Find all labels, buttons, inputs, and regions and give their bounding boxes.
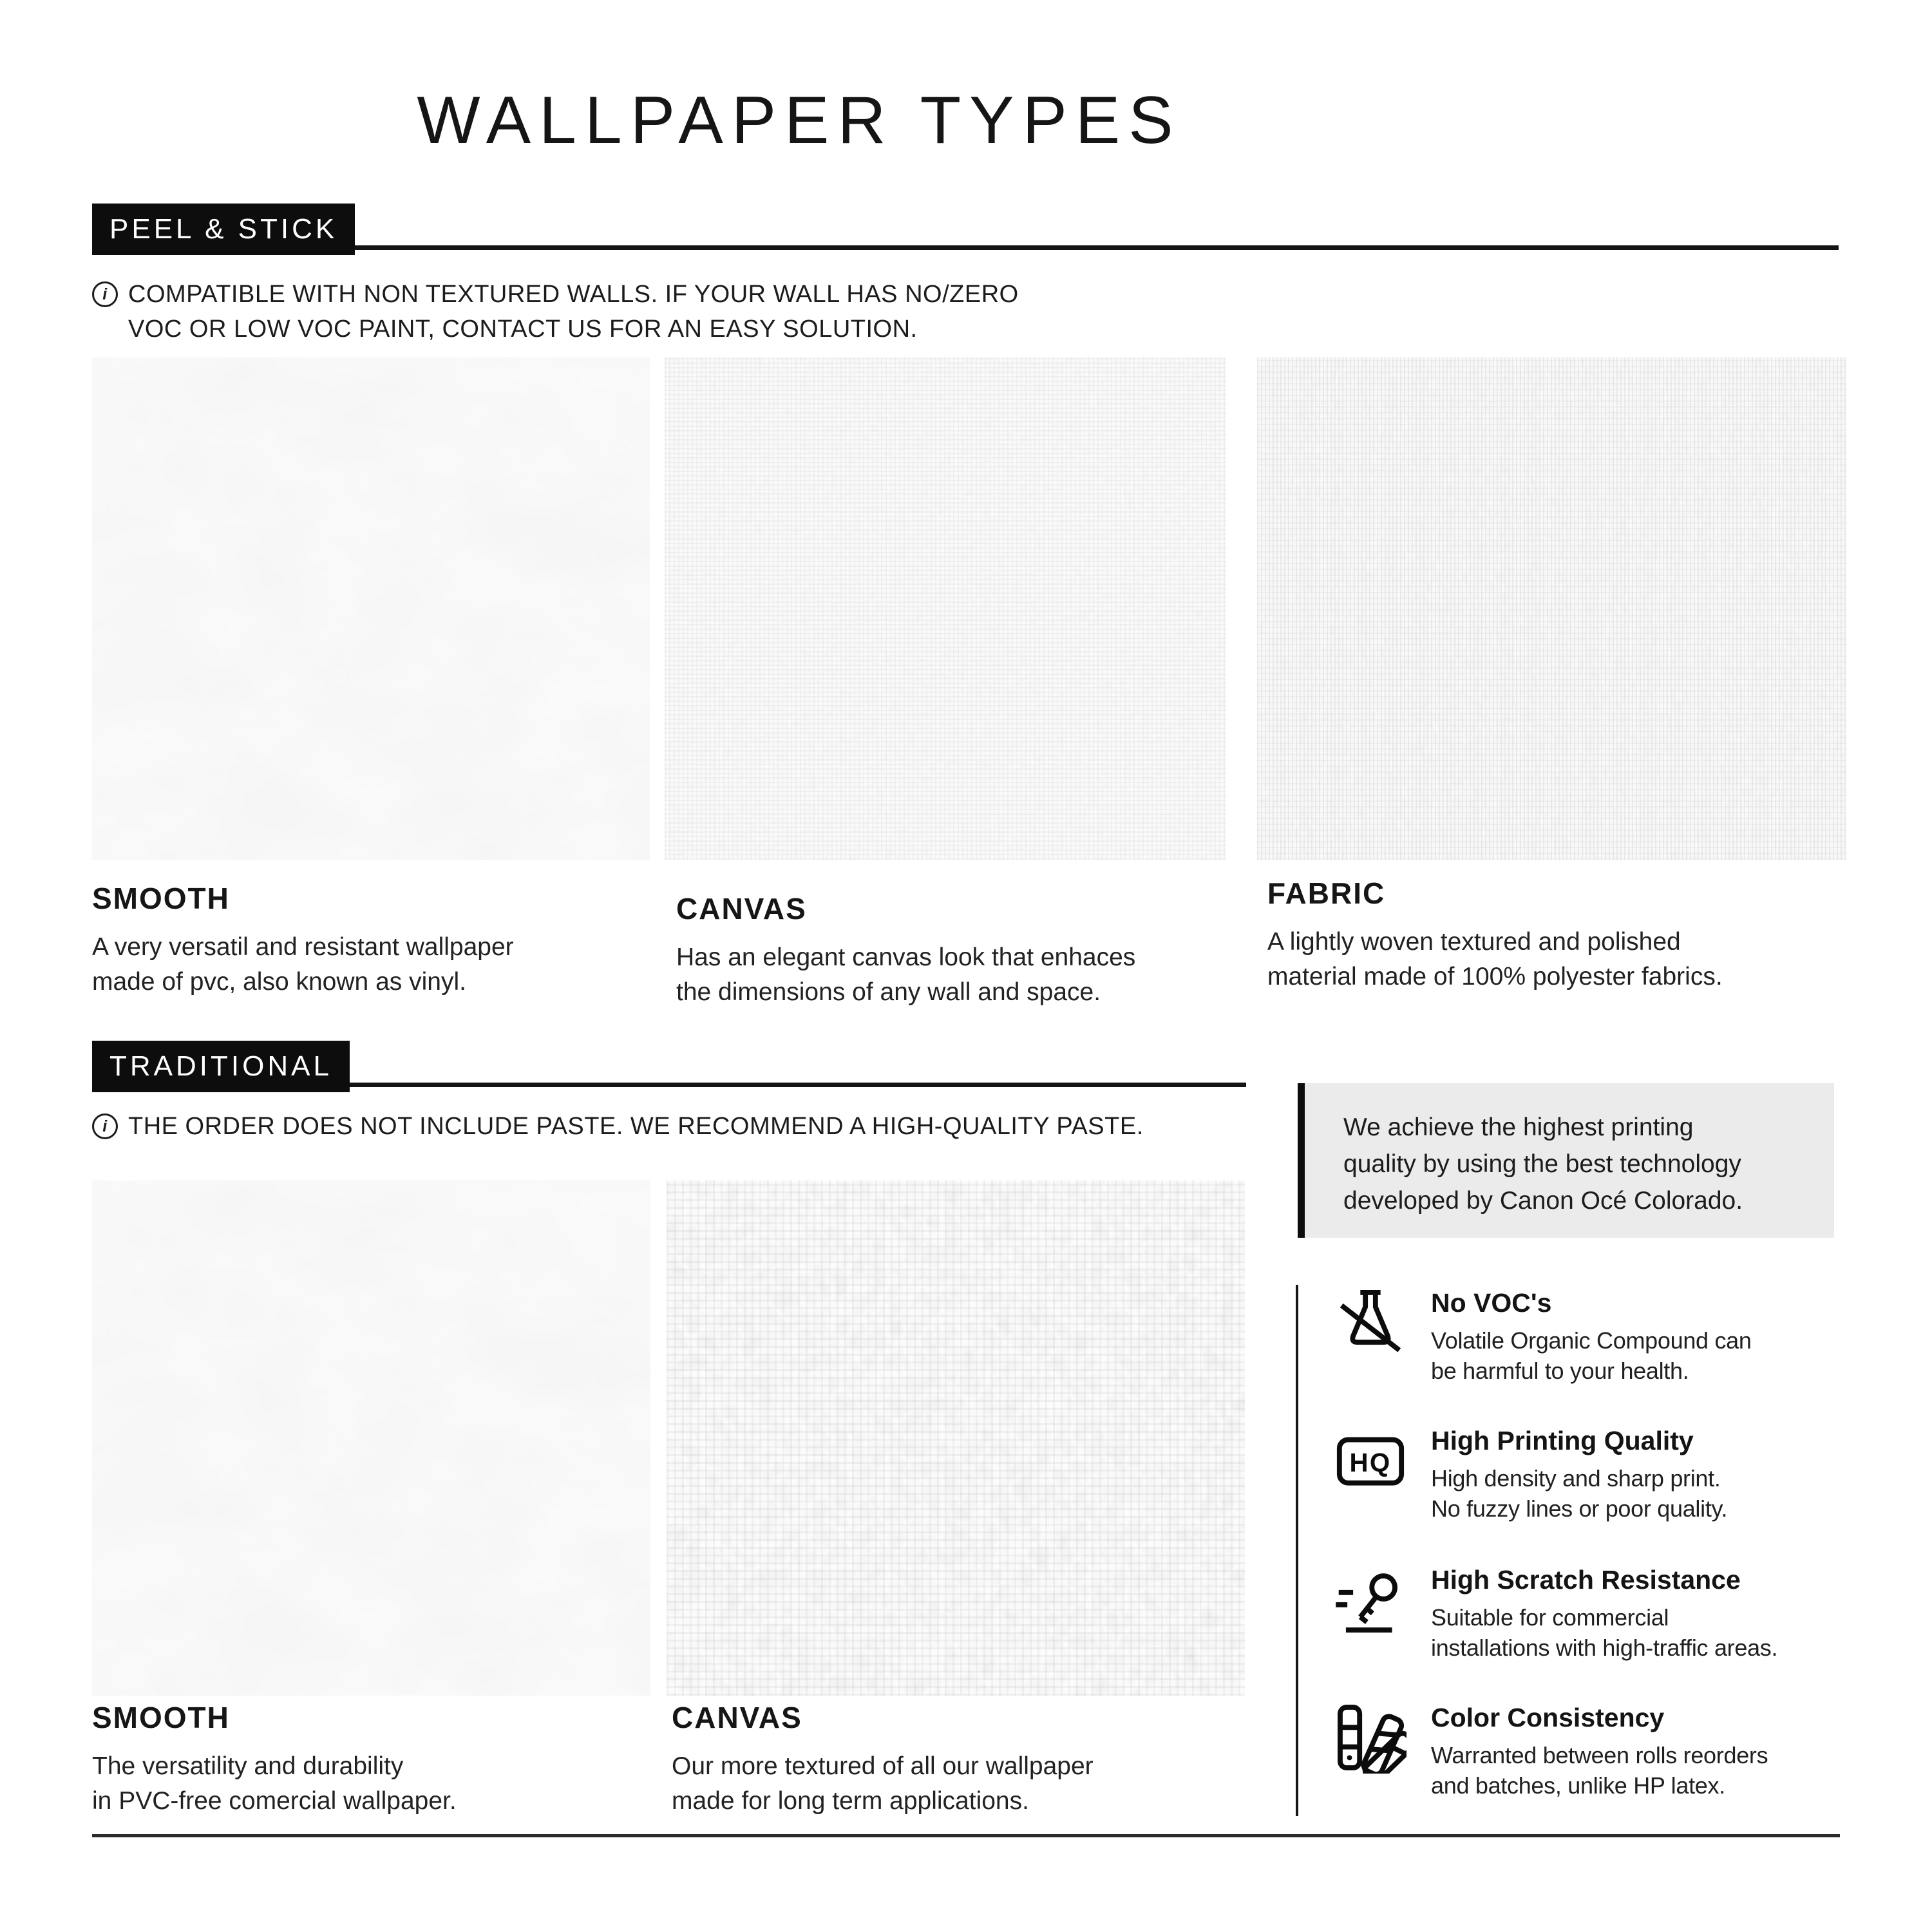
peel-stick-note (92, 277, 1019, 346)
swatch-description: Our more textured of all our wallpaper made for long term applications. (672, 1752, 1094, 1815)
swatch-label-fabric-1 (1267, 876, 1873, 994)
swatch-label-canvas-1 (676, 891, 1275, 1010)
swatch-label-smooth-2 (92, 1700, 672, 1819)
swatch-smooth-peel-stick (92, 357, 650, 860)
scratch-key-icon (1334, 1564, 1406, 1636)
swatch-title: CANVAS (672, 1701, 802, 1734)
swatch-canvas-peel-stick (665, 357, 1226, 860)
feature-description-line: installations with high-traffic areas. (1431, 1634, 1778, 1661)
swatch-title: SMOOTH (92, 1701, 230, 1734)
swatch-description: A very versatil and resistant wallpaper made of pvc, also known as vinyl. (92, 933, 514, 996)
printing-quality-callout (1298, 1083, 1834, 1238)
traditional-note (92, 1109, 1144, 1144)
page-title: WALLPAPER TYPES (417, 83, 1182, 158)
hq-icon-text: HQ (1349, 1447, 1392, 1477)
swatch-title: FABRIC (1267, 876, 1386, 910)
section-badge-traditional: TRADITIONAL (92, 1041, 350, 1092)
note-line: THE ORDER DOES NOT INCLUDE PASTE. WE RECOMMEND A HIGH-QUALITY PASTE. (128, 1113, 1144, 1140)
no-voc-flask-icon (1334, 1287, 1406, 1359)
feature-title: No VOC's (1431, 1288, 1552, 1318)
feature-description-line: No fuzzy lines or poor quality. (1431, 1495, 1728, 1522)
feature-description-line: High density and sharp print. (1431, 1465, 1721, 1492)
swatch-title: SMOOTH (92, 882, 230, 915)
info-icon: i (92, 1113, 118, 1139)
swatch-fabric-peel-stick (1257, 357, 1846, 860)
feature-description-line: Warranted between rolls reorders (1431, 1742, 1768, 1768)
swatch-label-smooth-1 (92, 881, 672, 999)
info-icon: i (92, 281, 118, 307)
swatch-smooth-traditional (92, 1180, 650, 1696)
note-line: VOC OR LOW VOC PAINT, CONTACT US FOR AN EASY SOLUTION. (128, 316, 918, 343)
feature-high-printing-quality (1334, 1425, 1850, 1524)
bottom-rule (92, 1834, 1840, 1837)
feature-title: High Printing Quality (1431, 1426, 1694, 1455)
swatch-description: Has an elegant canvas look that enhaces the dimensions of any wall and space. (676, 943, 1136, 1006)
feature-high-scratch-resistance (1334, 1564, 1850, 1663)
callout-text: We achieve the highest printing quality by using the best technology developed by Canon Océ Colorado. (1343, 1113, 1743, 1215)
swatch-description: The versatility and durability in PVC-free comercial wallpaper. (92, 1752, 457, 1815)
features-divider-line (1296, 1285, 1298, 1816)
feature-title: Color Consistency (1431, 1703, 1665, 1732)
color-swatch-fan-icon (1334, 1701, 1406, 1774)
swatch-canvas-traditional (667, 1180, 1245, 1696)
swatch-label-canvas-2 (672, 1700, 1277, 1819)
feature-no-vocs (1334, 1287, 1850, 1386)
feature-description-line: Volatile Organic Compound can (1431, 1327, 1752, 1354)
swatch-description: A lightly woven textured and polished material made of 100% polyester fabrics. (1267, 928, 1723, 990)
section-badge-peel-stick: PEEL & STICK (92, 204, 355, 255)
feature-color-consistency (1334, 1701, 1850, 1801)
note-line: COMPATIBLE WITH NON TEXTURED WALLS. IF YOUR WALL HAS NO/ZERO (128, 281, 1019, 308)
swatch-title: CANVAS (676, 892, 807, 925)
feature-description-line: Suitable for commercial (1431, 1604, 1669, 1631)
feature-title: High Scratch Resistance (1431, 1565, 1741, 1595)
hq-badge-icon (1334, 1425, 1406, 1497)
feature-description-line: be harmful to your health. (1431, 1358, 1689, 1384)
feature-description-line: and batches, unlike HP latex. (1431, 1772, 1725, 1799)
